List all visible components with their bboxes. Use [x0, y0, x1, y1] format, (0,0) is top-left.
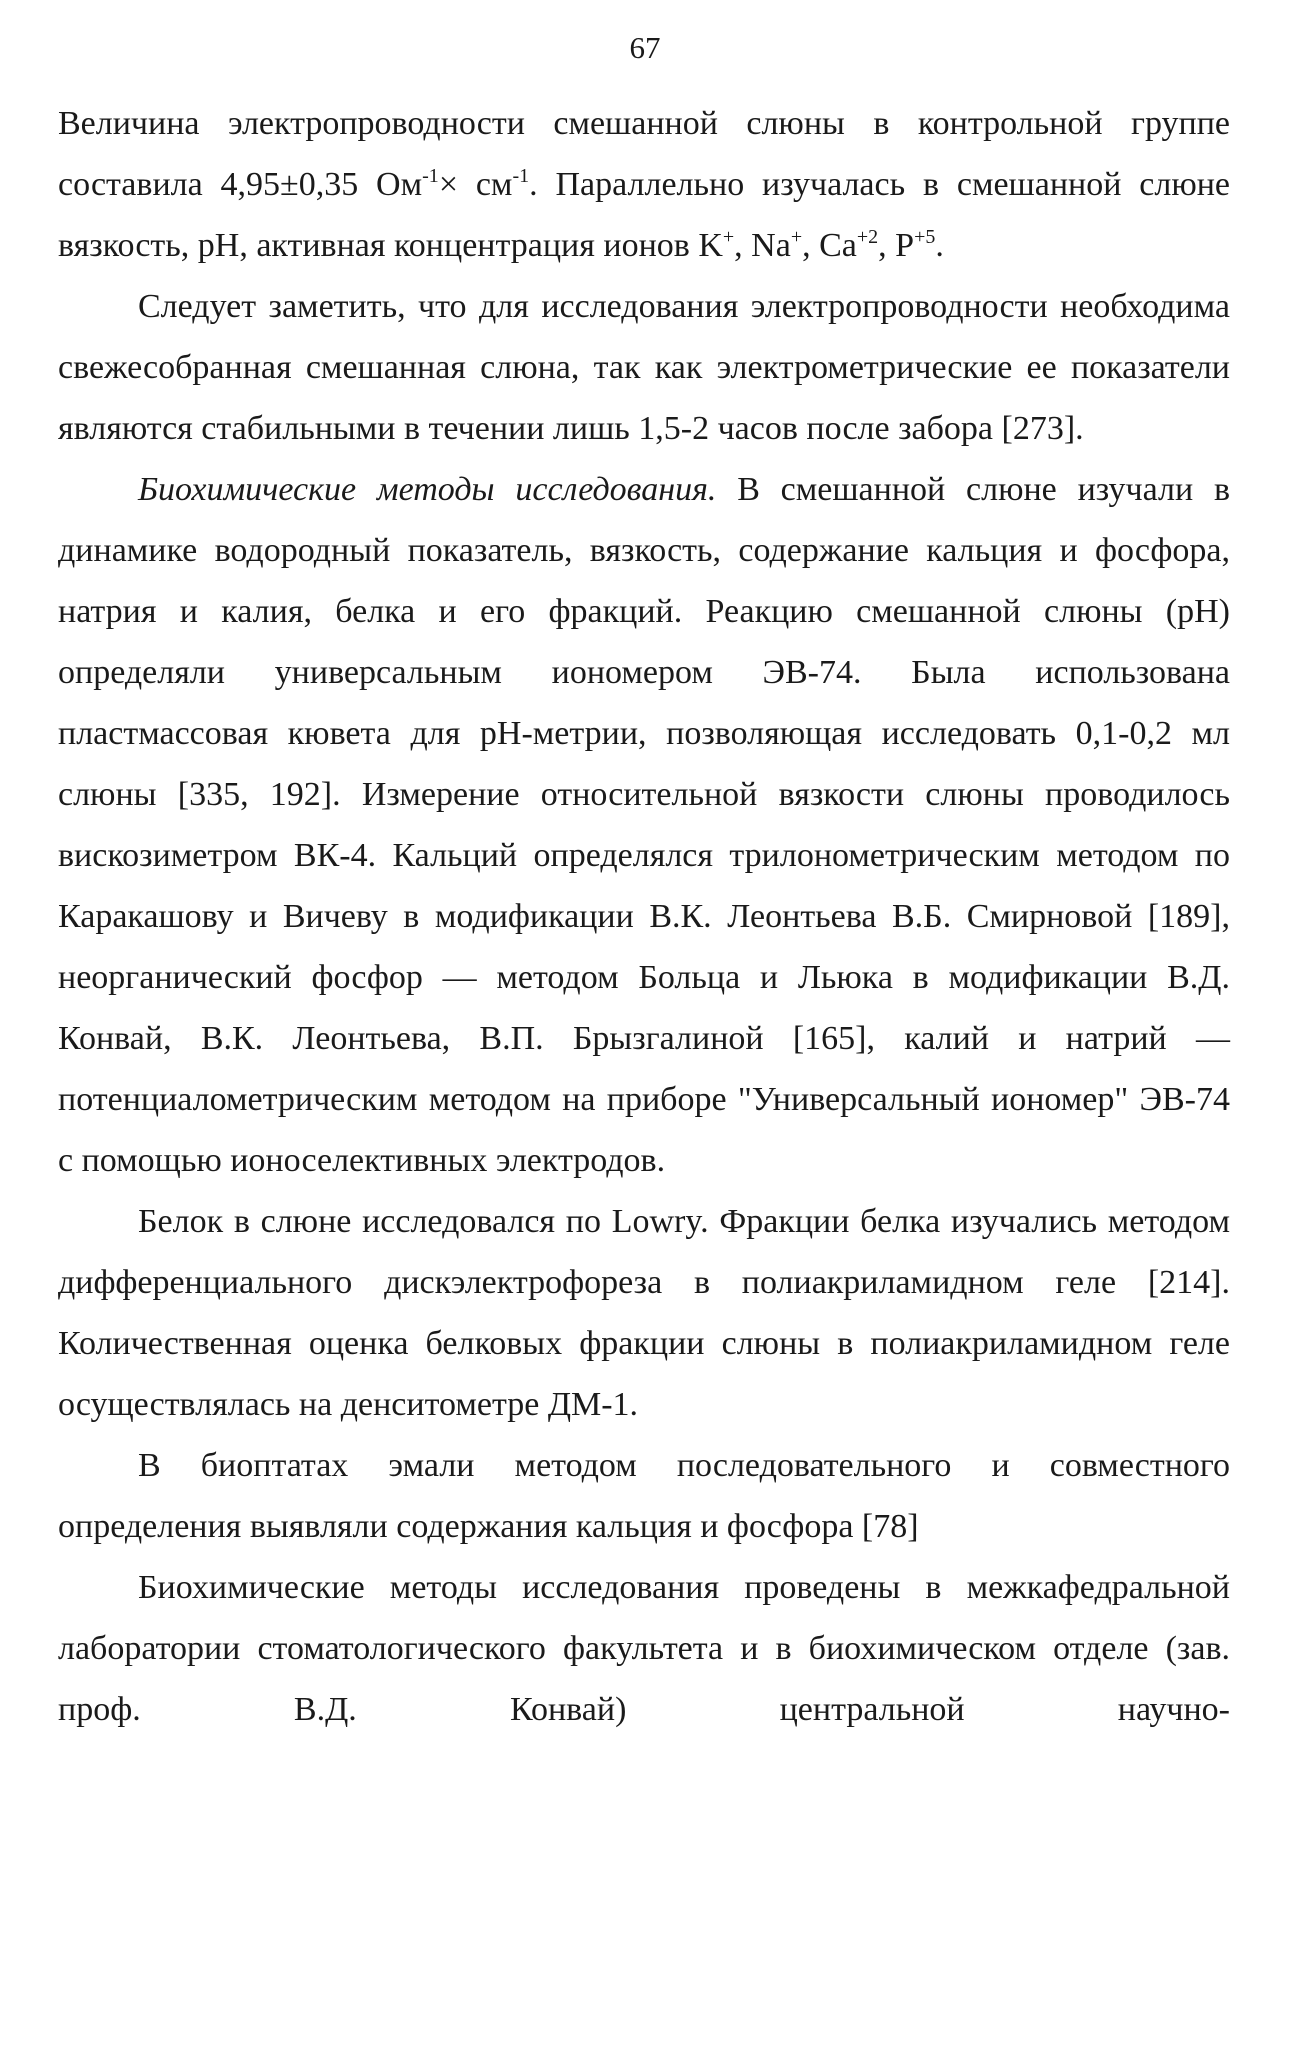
superscript: +5	[914, 226, 936, 248]
text-run: .	[935, 227, 944, 264]
section-lead-italic: Биохимические методы исследования.	[138, 471, 717, 508]
superscript: +2	[856, 226, 879, 248]
text-run: , P	[878, 227, 915, 264]
text-run: . Параллельно изучалась в смешанной слюне вязкость, pH, активная концентрация ионов K	[58, 166, 1231, 264]
paragraph-laboratory: Биохимические методы исследования проведены в межкафедральной лаборатории стоматологического факультета и в биохимическом отделе (зав. проф. В.Д. Конвай) центральной научно-	[58, 1569, 1230, 1728]
paragraph-electroconductivity	[58, 93, 1230, 276]
text-run: , Ca	[802, 227, 857, 264]
text-run: , Na	[734, 227, 791, 264]
superscript: -1	[422, 165, 439, 187]
paragraph-protein: Белок в слюне исследовался по Lowry. Фракции белка изучались методом дифференциального дискэлектрофореза в полиакриламидном геле [214]. Количественная оценка белковых фракции слюны в полиакриламидном геле осуществлялась на денситометре ДМ-1.	[58, 1203, 1230, 1423]
superscript: -1	[512, 165, 530, 187]
text-run: В смешанной слюне изучали в динамике водородный показатель, вязкость, содержание кальция и фосфора, натрия и калия, белка и его фракций. Реакцию смешанной слюны (pH) определяли универсальным иономером ЭВ-74. Была использована пластмассовая кювета для pH-метрии, позволяющая исследовать 0,1-0,2 мл слюны [335, 192]. Измерение относительной вязкости слюны проводилось вискозиметром ВК-4. Кальций определялся трилонометрическим методом по Каракашову и Вичеву в модификации В.К. Леонтьева В.Б. Смирновой [189], неорганический фосфор — методом Больца и Льюка в модификации В.Д. Конвай, В.К. Леонтьева, В.П. Брызгалиной [165], калий и натрий — потенциалометрическим методом на приборе "Универсальный иономер" ЭВ-74 с помощью ионоселективных электродов.	[58, 471, 1231, 1179]
paragraph-biochemical-methods	[58, 459, 1230, 1191]
superscript: +	[790, 226, 803, 248]
text-run: × см	[438, 166, 513, 203]
paragraph-enamel-biopsy: В биоптатах эмали методом последовательного и совместного определения выявляли содержания кальция и фосфора [78]	[58, 1447, 1230, 1545]
page-number: 67	[629, 30, 661, 65]
paragraph-fresh-saliva-note: Следует заметить, что для исследования электропроводности необходима свежесобранная смешанная слюна, так как электрометрические ее показатели являются стабильными в течении лишь 1,5-2 часов после забора [273].	[58, 288, 1230, 447]
superscript: +	[722, 226, 735, 248]
text-run: Величина электропроводности смешанной слюны в контрольной группе составила 4,95±0,35 Ом	[58, 105, 1230, 203]
document-body	[58, 93, 1230, 1740]
